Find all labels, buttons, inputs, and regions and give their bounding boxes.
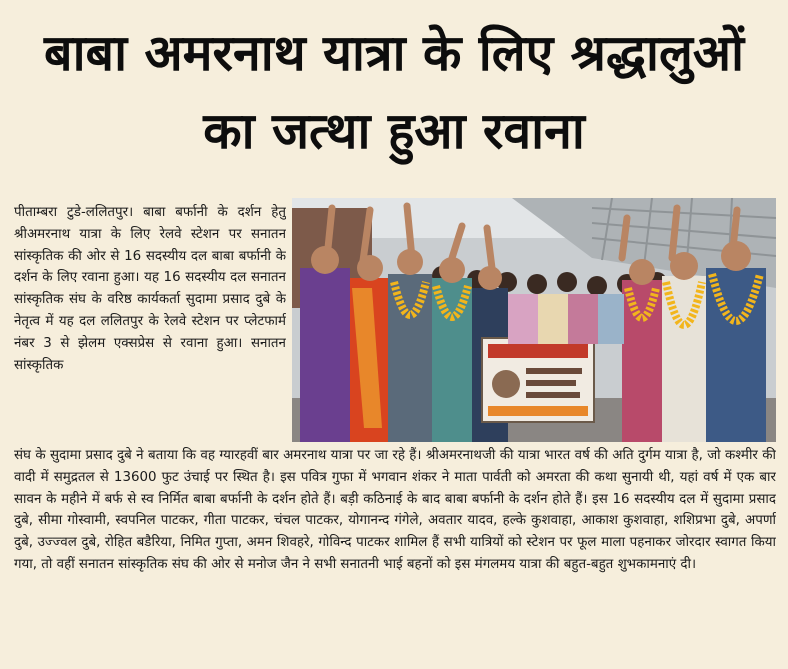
headline-line-1: बाबा अमरनाथ यात्रा के लिए श्रद्धालुओं <box>44 24 744 82</box>
article-column-bottom <box>14 445 776 663</box>
headline <box>0 14 788 170</box>
photo-illustration <box>292 198 776 442</box>
headline-line-2: का जत्था हुआ रवाना <box>203 102 585 160</box>
paragraph-top: बाबा बर्फानी के दर्शन हेतु श्रीअमरनाथ यात्रा के लिए रेलवे स्टेशन पर सनातन सांस्कृतिक की ओर से 16 सदस्यीय दल बाबा बर्फानी के दर्शन के लिए रवाना हुआ। यह 16 सदस्यीय दल सनातन सांस्कृतिक संघ के वरिष्ठ कार्यकर्ता सुदामा प्रसाद दुबे के नेतृत्व में यह दल ललितपुर के रेलवे स्टेशन पर प्लेटफार्म नंबर 3 से झेलम एक्सप्रेस से रवाना हुआ। सनातन सांस्कृतिक <box>14 205 286 373</box>
article-column-top <box>14 202 286 442</box>
byline: पीताम्बरा टुडे-ललितपुर। <box>14 205 134 220</box>
news-photo <box>292 198 776 442</box>
paragraph-bottom: संघ के सुदामा प्रसाद दुबे ने बताया कि वह ग्यारहवीं बार अमरनाथ यात्रा पर जा रहे हैं। श्रीअमरनाथजी की यात्रा भारत वर्ष की अति दुर्गम यात्रा है, जो कश्मीर की वादी में समुद्रतल से 13600 फुट उंचाई पर स्थित है। इस पवित्र गुफा में भगवान शंकर ने माता पार्वती को अमरता की कथा सुनायी थी, यहां वर्ष में एक बार सावन के महीने में बर्फ से स्व निर्मित बाबा बर्फानी के दर्शन होते हैं। बड़ी कठिनाई के बाद बाबा बर्फानी के दर्शन होते हैं। इस 16 सदस्यीय दल में सुदामा प्रसाद दुबे, सीमा गोस्वामी, स्वपनिल पाटकर, गीता पाटकर, चंचल पाटकर, योगानन्द गंगेले, अवतार यादव, हल्के कुशवाहा, आकाश कुशवाहा, शशिप्रभा दुबे, अपर्णा दुबे, उज्ज्वल दुबे, रोहित बडैरिया, निमित गुप्ता, अमन शिवहरे, गोविन्द पाटकर शामिल हैं सभी यात्रियों को स्टेशन पर फूल माला पहनाकर जोरदार स्वागत किया गया, तो वहीं सनातन सांस्कृतिक संघ की ओर से मनोज जैन ने सभी सनातनी भाई बहनों को इस मंगलमय यात्रा की बहुत-बहुत शुभकामनाएं दी। <box>14 448 776 572</box>
